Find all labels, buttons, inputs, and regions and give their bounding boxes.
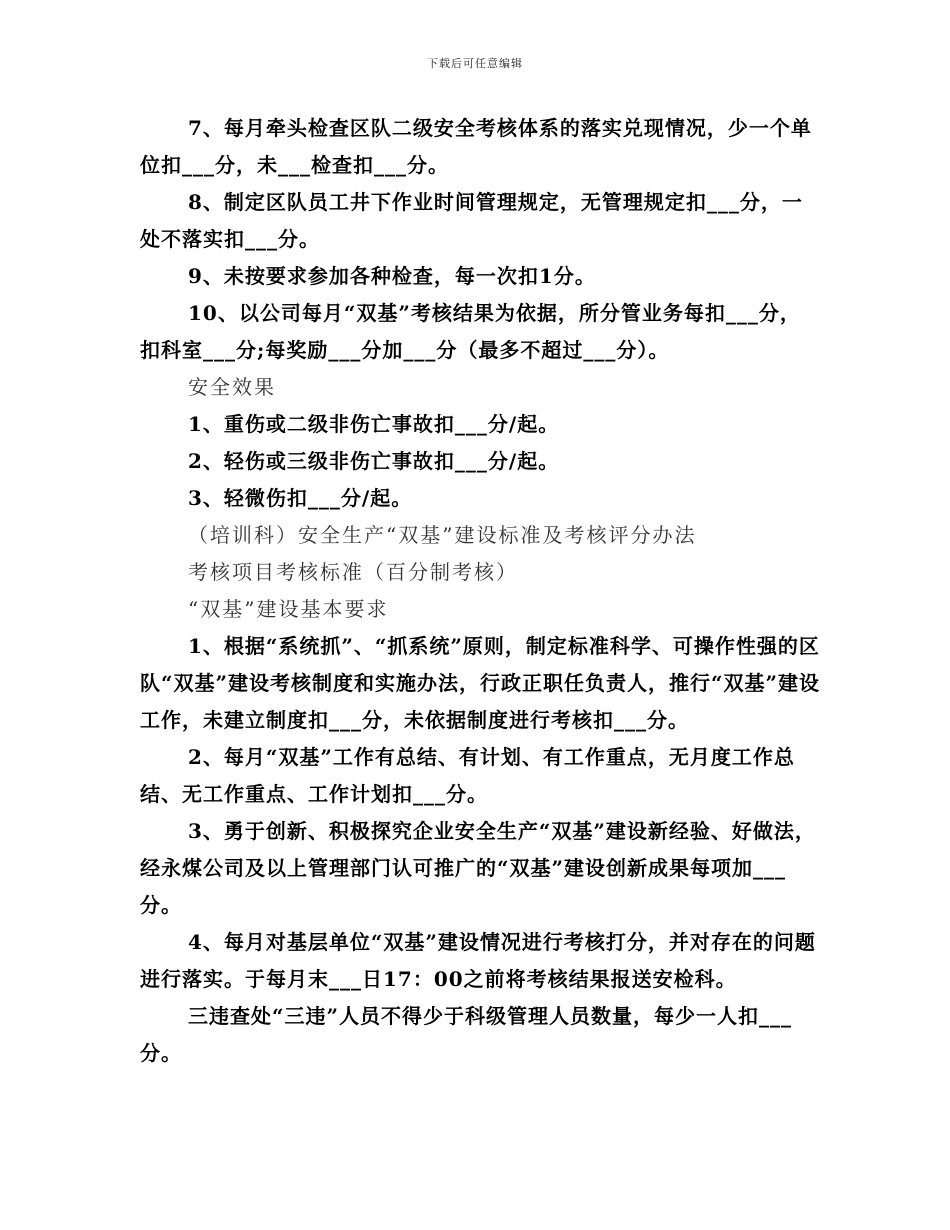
paragraph-safety-2: 2、轻伤或三级非伤亡事故扣___分/起。 [188, 449, 560, 473]
page-header: 下载后可任意编辑 [427, 57, 523, 70]
paragraph-requirement-4: 4、每月对基层单位“双基”建设情况进行考核打分，并对存在的问题进行落实。于每月末___日17：00之前将考核结果报送安检科。 [140, 930, 816, 991]
document-body [140, 110, 820, 1072]
paragraph-requirement-3: 3、勇于创新、积极探究企业安全生产“双基”建设新经验、好做法，经永煤公司及以上管理部门认可推广的“双基”建设创新成果每项加___分。 [140, 819, 816, 917]
paragraph-violations: 三违查处“三违”人员不得少于科级管理人员数量，每少一人扣___分。 [140, 1004, 793, 1065]
section-heading-assessment: 考核项目考核标准（百分制考核） [188, 560, 518, 584]
paragraph-safety-1: 1、重伤或二级非伤亡事故扣___分/起。 [188, 412, 560, 436]
paragraph-safety-3: 3、轻微伤扣___分/起。 [188, 486, 413, 510]
paragraph-item-10: 10、以公司每月“双基”考核结果为依据，所分管业务每扣___分，扣科室___分;每奖励___分加___分（最多不超过___分）。 [140, 301, 801, 362]
section-heading-basic-requirements: “双基”建设基本要求 [188, 597, 389, 621]
paragraph-item-7: 7、每月牵头检查区队二级安全考核体系的落实兑现情况，少一个单位扣___分，未___检查扣___分。 [140, 116, 812, 177]
section-heading-safety-results: 安全效果 [188, 375, 276, 399]
paragraph-item-9: 9、未按要求参加各种检查，每一次扣1分。 [188, 264, 596, 288]
paragraph-item-8: 8、制定区队员工井下作业时间管理规定，无管理规定扣___分，一处不落实扣___分。 [140, 190, 803, 251]
paragraph-requirement-2: 2、每月“双基”工作有总结、有计划、有工作重点，无月度工作总结、无工作重点、工作计划扣___分。 [140, 745, 795, 806]
section-heading-training: （培训科）安全生产“双基”建设标准及考核评分办法 [188, 523, 697, 547]
paragraph-requirement-1: 1、根据“系统抓”、“抓系统”原则，制定标准科学、可操作性强的区队“双基”建设考核制度和实施办法，行政正职任负责人，推行“双基”建设工作，未建立制度扣___分，未依据制度进行考核扣___分。 [140, 634, 821, 732]
